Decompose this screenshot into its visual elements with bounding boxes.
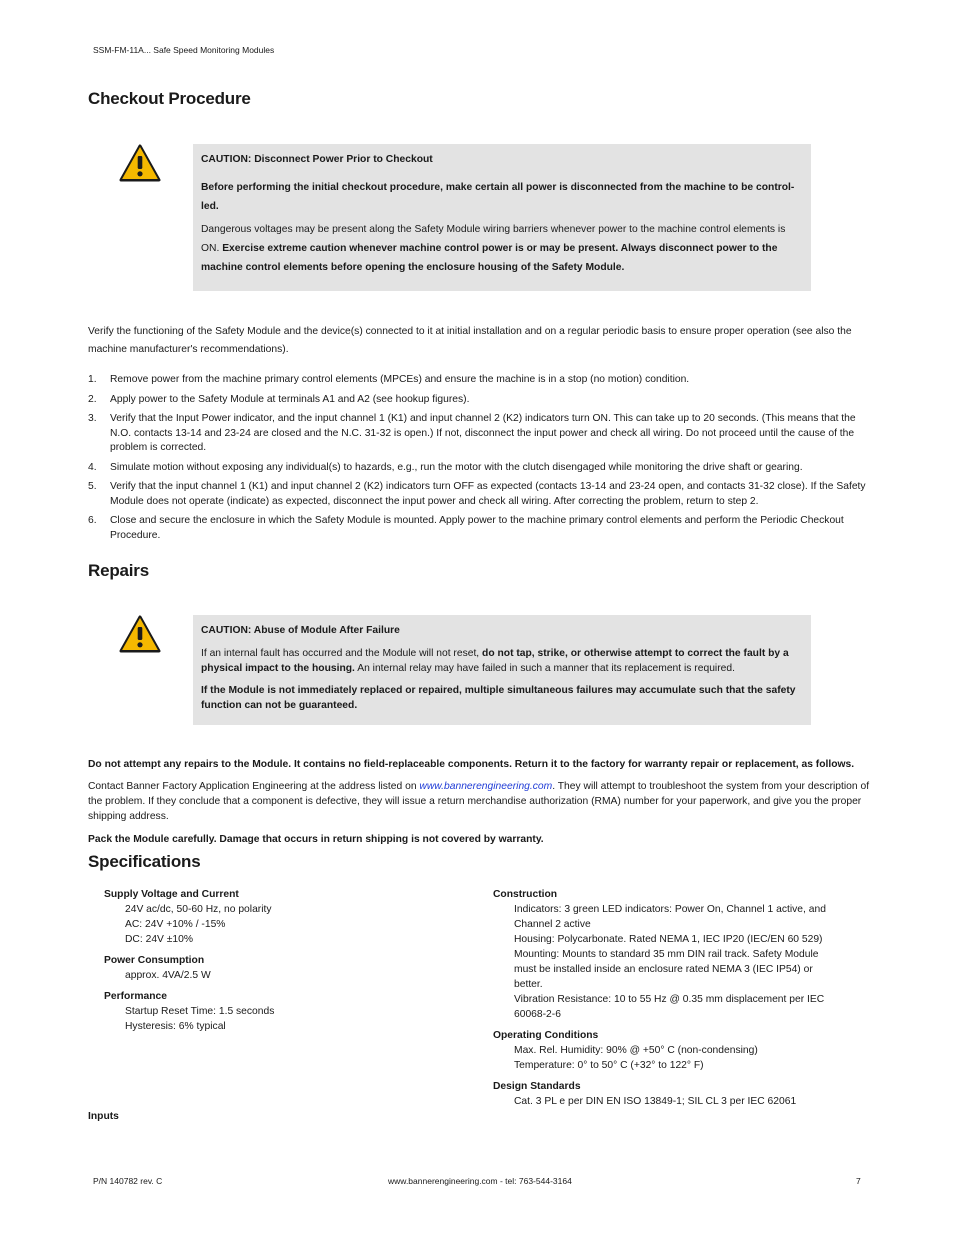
checkout-step bbox=[88, 393, 868, 408]
specs-right-column bbox=[493, 881, 833, 1109]
footer-website: www.bannerengineering.com - tel: 763-544-3164 bbox=[388, 1176, 572, 1186]
step-number: 4. bbox=[88, 461, 97, 473]
footer-part-number: P/N 140782 rev. C bbox=[93, 1176, 163, 1186]
document-header: SSM-FM-11A... Safe Speed Monitoring Modules bbox=[93, 45, 275, 55]
repairs-caution-paragraph-1 bbox=[201, 646, 803, 676]
repairs-pack-note: Pack the Module carefully. Damage that occurs in return shipping is not covered by warranty. bbox=[88, 834, 544, 845]
spec-item: Housing: Polycarbonate. Rated NEMA 1, IEC IP20 (IEC/EN 60 529) bbox=[514, 934, 823, 945]
caution-normal-text: An internal relay may have failed in such a manner that its replacement is required. bbox=[354, 663, 735, 674]
checkout-intro: Verify the functioning of the Safety Module and the device(s) connected to it at initial installation and on a regular periodic basis to ensure proper operation (see also the machine manufacturer's recommendations). bbox=[88, 326, 852, 355]
spec-item: 24V ac/dc, 50-60 Hz, no polarity bbox=[125, 904, 272, 915]
inputs-heading: Inputs bbox=[88, 1111, 119, 1122]
step-number: 3. bbox=[88, 413, 97, 424]
spec-item: DC: 24V ±10% bbox=[125, 934, 194, 945]
spec-item: AC: 24V +10% / -15% bbox=[125, 919, 226, 930]
warning-triangle-icon bbox=[118, 143, 162, 183]
checkout-steps-list bbox=[88, 373, 868, 548]
step-number: 5. bbox=[88, 481, 97, 492]
checkout-caution-box bbox=[193, 144, 811, 291]
repairs-caution-title: CAUTION: Abuse of Module After Failure bbox=[201, 625, 400, 636]
spec-group-heading: Design Standards bbox=[493, 1081, 581, 1092]
banner-website-link[interactable]: www.bannerengineering.com bbox=[419, 781, 553, 792]
caution-bold-text: Exercise extreme caution whenever machine control power is or may be present. Always disconnect power to the machine control elements before opening the enclosure housing of the Safety Module. bbox=[201, 243, 778, 273]
checkout-section-title: Checkout Procedure bbox=[88, 89, 251, 108]
step-number: 2. bbox=[88, 393, 97, 405]
step-text: Remove power from the machine primary control elements (MPCEs) and ensure the machine is in a stop (no motion) condition. bbox=[110, 374, 690, 385]
spec-item: Max. Rel. Humidity: 90% @ +50° C (non-condensing) bbox=[514, 1045, 758, 1056]
spec-item: Vibration Resistance: 10 to 55 Hz @ 0.35 mm displacement per IEC 60068-2-6 bbox=[514, 994, 825, 1020]
checkout-step bbox=[88, 412, 868, 456]
spec-item: Indicators: 3 green LED indicators: Power On, Channel 1 active, and Channel 2 active bbox=[514, 904, 826, 930]
repairs-warning: Do not attempt any repairs to the Module. It contains no field-replaceable components. Return it to the factory for warranty repair or replacement, as follows. bbox=[88, 759, 855, 770]
spec-group-heading: Operating Conditions bbox=[493, 1030, 599, 1041]
caution-normal-text: Dangerous voltages may be present along the Safety Module wiring barriers whenever power to the machine control elements is ON. bbox=[201, 224, 786, 254]
footer-page-number: 7 bbox=[856, 1176, 861, 1186]
checkout-step bbox=[88, 461, 868, 476]
repairs-contact-paragraph bbox=[88, 779, 870, 824]
specifications-section-title: Specifications bbox=[88, 852, 201, 871]
checkout-step bbox=[88, 373, 868, 388]
spec-group-heading: Supply Voltage and Current bbox=[104, 889, 239, 900]
contact-text: Contact Banner Factory Application Engineering at the address listed on bbox=[88, 781, 420, 792]
spec-group-heading: Performance bbox=[104, 991, 167, 1002]
spec-item: Temperature: 0° to 50° C (+32° to 122° F) bbox=[514, 1060, 704, 1071]
caution-normal-text: If an internal fault has occurred and the Module will not reset, bbox=[201, 648, 483, 659]
step-number: 1. bbox=[88, 374, 97, 385]
step-text: Simulate motion without exposing any individual(s) to hazards, e.g., run the motor with the clutch disengaged while monitoring the drive shaft or gearing. bbox=[110, 461, 803, 473]
spec-item: Hysteresis: 6% typical bbox=[125, 1021, 226, 1032]
spec-group-heading: Power Consumption bbox=[104, 955, 205, 966]
spec-item: Cat. 3 PL e per DIN EN ISO 13849-1; SIL CL 3 per IEC 62061 bbox=[514, 1096, 797, 1107]
repairs-caution-paragraph-2: If the Module is not immediately replaced or repaired, multiple simultaneous failures may accumulate such that the safety function can not be guaranteed. bbox=[201, 685, 796, 711]
step-text: Close and secure the enclosure in which the Safety Module is mounted. Apply power to the machine primary control elements and perform the Periodic Checkout Procedure. bbox=[110, 515, 844, 541]
contact-text: . They will attempt to troubleshoot the system from your description of the problem. If they conclude that a component is defective, they will issue a return merchandise authorization (RMA) number for your paperwork, and give you the proper shipping address. bbox=[88, 781, 870, 822]
step-text: Verify that the input channel 1 (K1) and input channel 2 (K2) indicators turn OFF as expected (contacts 13-14 and 23-24 open, and contacts 31-32 close). If the Safety Module does not operate (indicate) as expected, disconnect the input power and check all wiring. After correcting the problem, return to step 2. bbox=[110, 481, 866, 507]
spec-group-heading: Construction bbox=[493, 889, 558, 900]
step-text: Apply power to the Safety Module at terminals A1 and A2 (see hookup figures). bbox=[110, 393, 470, 405]
checkout-caution-paragraph-1: Before performing the initial checkout procedure, make certain all power is disconnected from the machine to be control-led. bbox=[201, 182, 795, 212]
spec-item: Startup Reset Time: 1.5 seconds bbox=[125, 1006, 275, 1017]
checkout-step bbox=[88, 480, 868, 509]
step-text: Verify that the Input Power indicator, and the input channel 1 (K1) and input channel 2 (K2) indicators turn ON. This can take up to 20 seconds. (This means that the N.O. contacts 13-14 and 23-24 are closed and the N.C. 31-32 is open.) If not, disconnect the input power and check all wiring. Do not proceed until the cause of the problem is corrected. bbox=[110, 413, 856, 453]
repairs-section-title: Repairs bbox=[88, 561, 149, 580]
checkout-caution-title: CAUTION: Disconnect Power Prior to Checkout bbox=[201, 154, 433, 165]
checkout-step bbox=[88, 514, 868, 543]
spec-item: approx. 4VA/2.5 W bbox=[125, 970, 211, 981]
checkout-caution-paragraph-2 bbox=[201, 220, 803, 277]
warning-triangle-icon bbox=[118, 614, 162, 654]
spec-item: Mounting: Mounts to standard 35 mm DIN rail track. Safety Module must be installed inside an enclosure rated NEMA 3 (IEC IP54) or better. bbox=[514, 949, 819, 990]
repairs-caution-box bbox=[193, 615, 811, 725]
step-number: 6. bbox=[88, 515, 97, 526]
caution-bold-text: do not tap, strike, or otherwise attempt to correct the fault by a physical impact to the housing. bbox=[201, 648, 789, 674]
specs-left-column bbox=[104, 881, 464, 1034]
